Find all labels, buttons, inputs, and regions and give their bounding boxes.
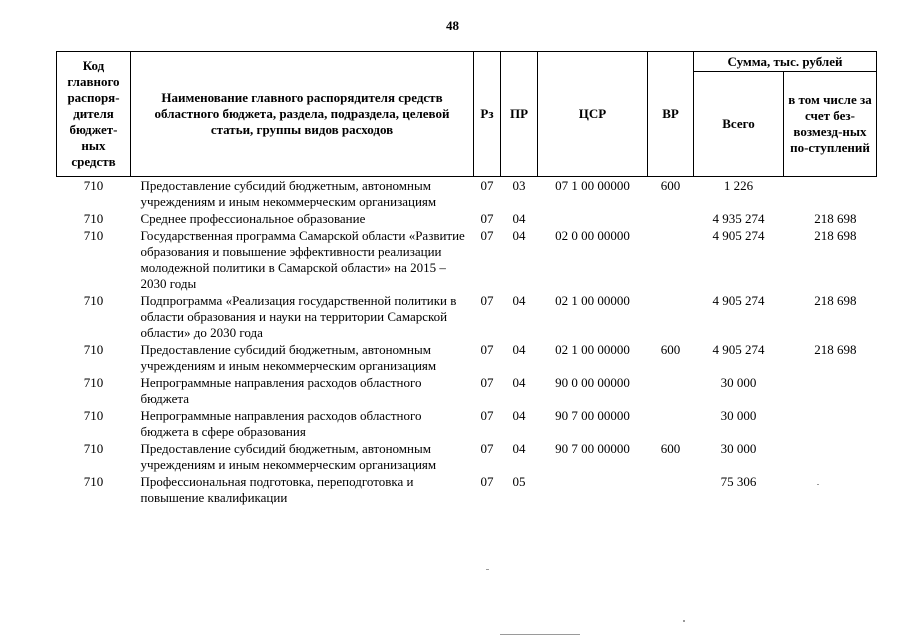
table-row (57, 440, 877, 473)
scan-speck (500, 634, 580, 635)
row-code: 710 (83, 211, 104, 226)
row-grants (784, 440, 877, 473)
row-pr: 04 (512, 211, 526, 226)
row-code: 710 (83, 408, 104, 423)
row-code: 710 (83, 375, 104, 390)
row-pr: 03 (512, 178, 526, 193)
row-name: Профессиональная подготовка, переподготовка и повышение квалификации (140, 474, 414, 505)
row-code: 710 (83, 474, 104, 489)
row-csr: 90 7 00 00000 (555, 441, 630, 456)
row-csr: 02 1 00 00000 (555, 293, 630, 308)
row-name: Государственная программа Самарской области «Развитие образования и повышение эффективности реализации молодежной политики в Самарской области» на 2015 – 2030 годы (140, 228, 465, 291)
row-vr: 600 (660, 441, 681, 456)
row-rz: 07 (480, 178, 494, 193)
scan-speck (817, 484, 819, 485)
budget-table (56, 51, 877, 506)
row-name: Предоставление субсидий бюджетным, автономным учреждениям и иным некоммерческим организациям (140, 178, 437, 209)
row-code: 710 (83, 178, 104, 193)
header-sum: Сумма, тыс. рублей (694, 52, 877, 72)
row-csr (538, 473, 648, 506)
row-csr: 02 1 00 00000 (555, 342, 630, 357)
table-row (57, 473, 877, 506)
header-vr: ВР (648, 52, 694, 177)
row-vr: 600 (660, 342, 681, 357)
row-code: 710 (83, 228, 104, 243)
table-row (57, 292, 877, 341)
table-row (57, 374, 877, 407)
row-vr (648, 473, 694, 506)
scan-speck (683, 620, 685, 622)
row-pr: 04 (512, 375, 526, 390)
header-pr: ПР (501, 52, 538, 177)
row-rz: 07 (480, 211, 494, 226)
row-name: Среднее профессиональное образование (140, 211, 366, 226)
row-grants: 218 698 (814, 211, 857, 226)
row-csr: 90 0 00 00000 (555, 375, 630, 390)
header-grants: в том числе за счет без-возмезд-ных по-ступлений (784, 72, 877, 177)
row-total: 30 000 (720, 375, 757, 390)
header-csr: ЦСР (538, 52, 648, 177)
table-row (57, 227, 877, 292)
row-total: 30 000 (720, 408, 757, 423)
row-vr: 600 (660, 178, 681, 193)
header-code: Код главного распоря-дителя бюджет-ных средств (57, 52, 131, 177)
row-name: Непрограммные направления расходов областного бюджета в сфере образования (140, 408, 422, 439)
row-pr: 04 (512, 293, 526, 308)
row-total: 1 226 (723, 178, 754, 193)
row-pr: 05 (512, 474, 526, 489)
table-header (57, 52, 877, 177)
row-total: 75 306 (720, 474, 757, 489)
row-pr: 04 (512, 228, 526, 243)
scan-speck (486, 569, 489, 570)
row-grants: 218 698 (814, 342, 857, 357)
row-grants: 218 698 (814, 228, 857, 243)
row-grants (784, 473, 877, 506)
table-row (57, 341, 877, 374)
row-code: 710 (83, 293, 104, 308)
header-name: Наименование главного распорядителя средств областного бюджета, раздела, подраздела, целевой статьи, группы видов расходов (131, 52, 474, 177)
row-name: Непрограммные направления расходов областного бюджета (140, 375, 422, 406)
row-vr (648, 227, 694, 292)
row-rz: 07 (480, 293, 494, 308)
row-total: 30 000 (720, 441, 757, 456)
row-csr: 02 0 00 00000 (555, 228, 630, 243)
table-row (57, 177, 877, 211)
row-name: Предоставление субсидий бюджетным, автономным учреждениям и иным некоммерческим организациям (140, 342, 437, 373)
row-rz: 07 (480, 228, 494, 243)
row-grants (784, 177, 877, 211)
row-total: 4 935 274 (712, 211, 765, 226)
row-total: 4 905 274 (712, 342, 765, 357)
row-vr (648, 292, 694, 341)
row-csr: 90 7 00 00000 (555, 408, 630, 423)
row-name: Подпрограмма «Реализация государственной политики в области образования и науки на территории Самарской области» до 2030 года (140, 293, 457, 340)
row-vr (648, 374, 694, 407)
table-row (57, 210, 877, 227)
row-grants (784, 374, 877, 407)
row-vr (648, 407, 694, 440)
row-pr: 04 (512, 441, 526, 456)
row-pr: 04 (512, 408, 526, 423)
table-row (57, 407, 877, 440)
row-code: 710 (83, 441, 104, 456)
row-rz: 07 (480, 408, 494, 423)
page-number: 48 (446, 18, 459, 33)
table-body (57, 177, 877, 507)
row-rz: 07 (480, 474, 494, 489)
row-grants: 218 698 (814, 293, 857, 308)
row-rz: 07 (480, 375, 494, 390)
row-rz: 07 (480, 342, 494, 357)
header-rz: Рз (474, 52, 501, 177)
row-rz: 07 (480, 441, 494, 456)
row-code: 710 (83, 342, 104, 357)
row-csr: 07 1 00 00000 (555, 178, 630, 193)
row-grants (784, 407, 877, 440)
header-total: Всего (694, 72, 784, 177)
row-total: 4 905 274 (712, 293, 765, 308)
row-vr (648, 210, 694, 227)
row-name: Предоставление субсидий бюджетным, автономным учреждениям и иным некоммерческим организациям (140, 441, 437, 472)
row-csr (538, 210, 648, 227)
row-pr: 04 (512, 342, 526, 357)
row-total: 4 905 274 (712, 228, 765, 243)
